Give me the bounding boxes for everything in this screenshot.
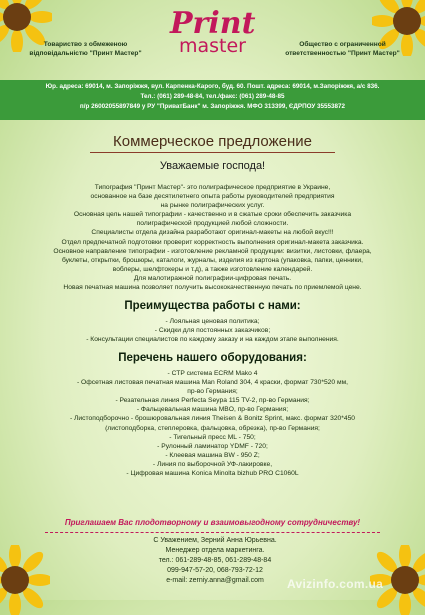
intro-paragraph: [30, 183, 395, 292]
intro-line: Специалисты отдела дизайна разработают оригинал-макеты на любой вкус!!!: [91, 229, 334, 237]
company-name-russian: [275, 40, 410, 58]
list-item: - Цифровая машина Konica Minolta bizhub PRO C1060L: [126, 470, 299, 478]
bank-line: п/р 26002055897849 у РУ "ПриватБанк" м. Запоріжжя. МФО 313399, ЄДРПОУ 35553872: [79, 103, 346, 110]
header-right-line: Общество с ограниченной: [299, 41, 386, 48]
equipment-heading: Перечень нашего оборудования:: [118, 352, 307, 364]
page-title: Коммерческое предложение: [112, 133, 312, 150]
list-item: - Офсетная листовая печатная машина Man Roland 304, 4 краски, формат 730*520 мм,: [76, 379, 349, 387]
list-item: - Консультации специалистов по каждому заказу и на каждом этапе выполнения.: [86, 336, 339, 344]
signature-line: С Уважением, Зерний Анна Юрьевна.: [153, 537, 277, 544]
signature-line: Менеджер отдела маркетинга.: [165, 547, 265, 554]
signature-line: тел.: 061-289-48-85, 061-289-48-84: [158, 557, 272, 564]
list-item: - Клеевая машина BW - 950 Z;: [165, 451, 260, 459]
intro-line: основанное на базе десятилетнего опыта работы руководителей предприятия: [90, 193, 335, 201]
advantages-heading: Преимущества работы с нами:: [124, 300, 301, 312]
list-item: - Скидки для постоянных заказчиков;: [154, 327, 271, 335]
list-item: - Рулонный ламинатор YDMF - 720;: [157, 442, 268, 450]
intro-line: Основное направление типографии - изготовление рекламной продукции: визитки, листовки, флаера,: [53, 247, 372, 255]
logo-brand-bottom: master: [178, 35, 246, 57]
intro-line: Новая печатная машина позволяет получить высококачественную печать по приемлемой цене.: [63, 284, 362, 292]
equipment-list: [20, 369, 405, 478]
list-item: - Линия по выборочной УФ-лакировке,: [152, 460, 273, 468]
intro-line: Отдел предпечатной подготовки проверит корректность выполнения оригинал-макета заказчика.: [61, 238, 364, 246]
invitation-divider: [45, 532, 380, 533]
logo-brand-top: Print: [170, 6, 256, 41]
intro-line: полиграфической продукцией любой сложности.: [136, 220, 289, 228]
signature-email: e-mail: zerniy.anna@gmail.com: [166, 577, 264, 584]
title-underline: [90, 152, 335, 153]
intro-line: Для малотиражной полиграфии-цифровая печать.: [133, 274, 292, 282]
watermark: Avizinfo.com.ua: [287, 577, 384, 591]
company-name-ukrainian: [18, 40, 153, 58]
sunflower-icon: [0, 545, 50, 615]
advantages-list: [20, 317, 405, 344]
list-item: - Тигельный пресс ML - 750;: [169, 433, 256, 441]
signature-line: 099-947-57-20, 068-793-72-12: [167, 567, 263, 574]
header-right-line: ответственностью "Принт Мастер": [285, 50, 400, 57]
intro-line: Основная цель нашей типографии - качественно и в сжатые сроки обеспечить заказчика: [73, 211, 352, 219]
list-item: (листоподборка, степлеровка, фальцовка, обрезка), пр-во Германия;: [105, 424, 320, 432]
greeting: Уважаемые господа!: [159, 160, 266, 172]
list-item: - Листоподборочно - брошюровальная линия Theisen & Bonitz Sprint, макс. формат 320*450: [69, 415, 356, 423]
phone-line: Тел.: (061) 289-48-84, тел./факс: (061) 289-48-85: [140, 93, 285, 100]
header-left-line: Товариство з обмеженою: [43, 41, 128, 48]
print-master-logo: [170, 8, 255, 60]
intro-line: буклеты, открытки, брошюры, каталоги, журналы, изделия из картона (упаковка, папки, ценники,: [61, 256, 364, 264]
list-item: пр-во Германия;: [187, 388, 238, 396]
list-item: - Фальцевальная машина MBO, пр-во Германия;: [136, 406, 289, 414]
intro-line: воблеры, шелфтокеры и т.д), а также изготовление календарей.: [112, 265, 313, 273]
intro-line: Типография "Принт Мастер"- это полиграфическое предприятие в Украине,: [94, 184, 331, 191]
list-item: - СТР система ECRM Mako 4: [167, 370, 258, 377]
intro-line: на рынке полиграфических услуг.: [160, 202, 265, 210]
company-details-bar: [0, 80, 425, 120]
invitation-text: Приглашаем Вас плодотворному и взаимовыгодному сотрудничеству!: [64, 518, 361, 527]
address-line: Юр. адреса: 69014, м. Запоріжжя, вул. Карпенка-Карого, буд. 60. Пошт. адреса: 69014, м.Запоріжжя, а/с 836.: [45, 83, 380, 90]
header-left-line: відповідальністю "Принт Мастер": [29, 50, 142, 57]
list-item: - Лояльная ценовая политика;: [165, 318, 260, 325]
list-item: - Резательная линия Perfecta Seypa 115 TV-2, пр-во Германия;: [115, 397, 310, 405]
